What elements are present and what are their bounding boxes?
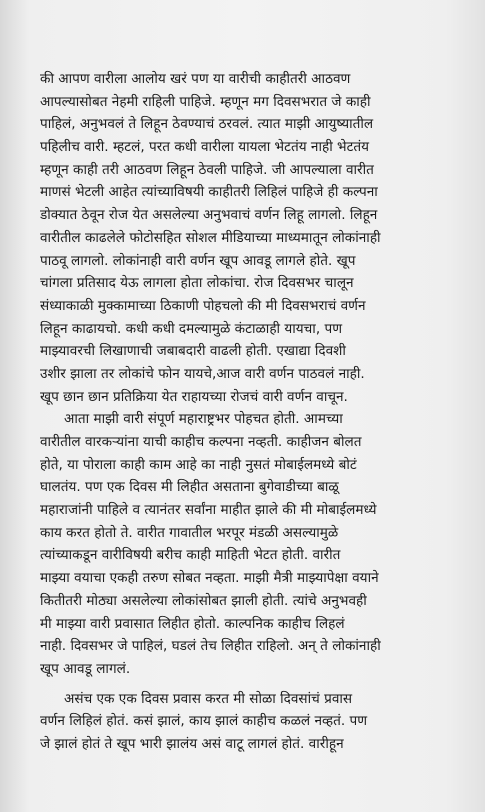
paragraph-spacer <box>40 681 460 688</box>
text-line: माझ्यावरची लिखाणाची जबाबदारी वाढली होती. एखाद्या दिवशी <box>40 343 346 360</box>
text-line: चांगला प्रतिसाद येऊ लागला होता लोकांचा. रोज दिवसभर चालून <box>40 275 354 292</box>
text-line: महाराजांनी पाहिले व त्यानंतर सर्वांना माहीत झाले की मी मोबाईलमध्ये <box>40 502 377 519</box>
text-line: वारीतील वारकऱ्यांना याची काहीच कल्पना नव्हती. काहीजन बोलत <box>40 434 362 450</box>
text-line: लिहून काढायचो. कधी कधी दमल्यामुळे कंटाळाही यायचा, पण <box>40 320 343 337</box>
paragraph-2 <box>40 408 460 680</box>
text-line: पाहिलं, अनुभवलं ते लिहून ठेवण्याचं ठरवलं. त्यात माझी आयुष्यातील <box>40 116 374 133</box>
text-line: डोक्यात ठेवून रोज येत असलेल्या अनुभवाचं वर्णन लिहू लागलो. लिहून <box>40 207 378 224</box>
text-line: घालतंय. पण एक दिवस मी लिहीत असताना बुगेवाडीच्या बाळू <box>40 479 339 496</box>
text-line: संध्याकाळी मुक्कामाच्या ठिकाणी पोहचलो की मी दिवसभराचं वर्णन <box>40 297 366 314</box>
text-line: नाही. दिवसभर जे पाहिलं, घडलं तेच लिहीत राहिलो. अन् ते लोकांनाही <box>40 638 381 655</box>
text-line: माझ्या वयाचा एकही तरुण सोबत नव्हता. माझी मैत्री माझ्यापेक्षा वयाने <box>40 570 379 587</box>
text-line: पहिलीच वारी. म्हटलं, परत कधी वारीला यायला भेटतंय नाही भेटतंय <box>40 139 370 156</box>
paragraph-3 <box>40 688 460 756</box>
text-line: मी माझ्या वारी प्रवासात लिहीत होतो. काल्पनिक काहीच लिहलं <box>40 615 345 632</box>
text-line: आपल्यासोबत नेहमी राहिली पाहिजे. म्हणून मग दिवसभरात जे काही <box>40 93 371 110</box>
text-line: खूप छान छान प्रतिक्रिया येत राहायच्या रोजचं वारी वर्णन वाचून. <box>40 388 348 405</box>
text-line: कितीतरी मोठ्या असलेल्या लोकांसोबत झाली होती. त्यांचे अनुभवही <box>40 592 367 609</box>
text-line: खूप आवडू लागलं. <box>40 660 131 677</box>
text-line: त्यांच्याकडून वारीविषयी बरीच काही माहिती भेटत होती. वारीत <box>40 547 341 564</box>
body-text <box>40 68 460 756</box>
text-line: म्हणून काही तरी आठवण लिहून ठेवली पाहिजे. जी आपल्याला वारीत <box>40 161 374 178</box>
paragraph-1 <box>40 68 460 408</box>
text-line: वारीतील काढलेले फोटोसहित सोशल मीडियाच्या माध्यमातून लोकांनाही <box>40 229 381 246</box>
text-line: वर्णन लिहिलं होतं. कसं झालं, काय झालं काहीच कळलं नव्हतं. पण <box>40 713 368 730</box>
text-line: पाठवू लागलो. लोकांनाही वारी वर्णन खूप आवडू लागले होते. खूप <box>40 252 356 269</box>
text-line: काय करत होतो ते. वारीत गावातील भरपूर मंडळी असल्यामुळे <box>40 524 339 541</box>
text-line: माणसं भेटली आहेत त्यांच्याविषयी काहीतरी लिहिलं पाहिजे ही कल्पना <box>40 184 378 201</box>
text-line: उशीर झाला तर लोकांचे फोन यायचे,आज वारी वर्णन पाठवलं नाही. <box>40 365 365 382</box>
text-line: होते, या पोराला काही काम आहे का नाही नुसतं मोबाईलमध्ये बोटं <box>40 456 357 473</box>
text-line: आता माझी वारी संपूर्ण महाराष्ट्रभर पोहचत होती. आमच्या <box>64 411 343 428</box>
text-line: असंच एक एक दिवस प्रवास करत मी सोळा दिवसांचं प्रवास <box>64 690 353 707</box>
text-line: जे झालं होतं ते खूप भारी झालंय असं वाटू लागलं होतं. वारीहून <box>40 735 344 752</box>
text-line: की आपण वारीला आलोय खरं पण या वारीची काहीतरी आठवण <box>40 71 351 87</box>
